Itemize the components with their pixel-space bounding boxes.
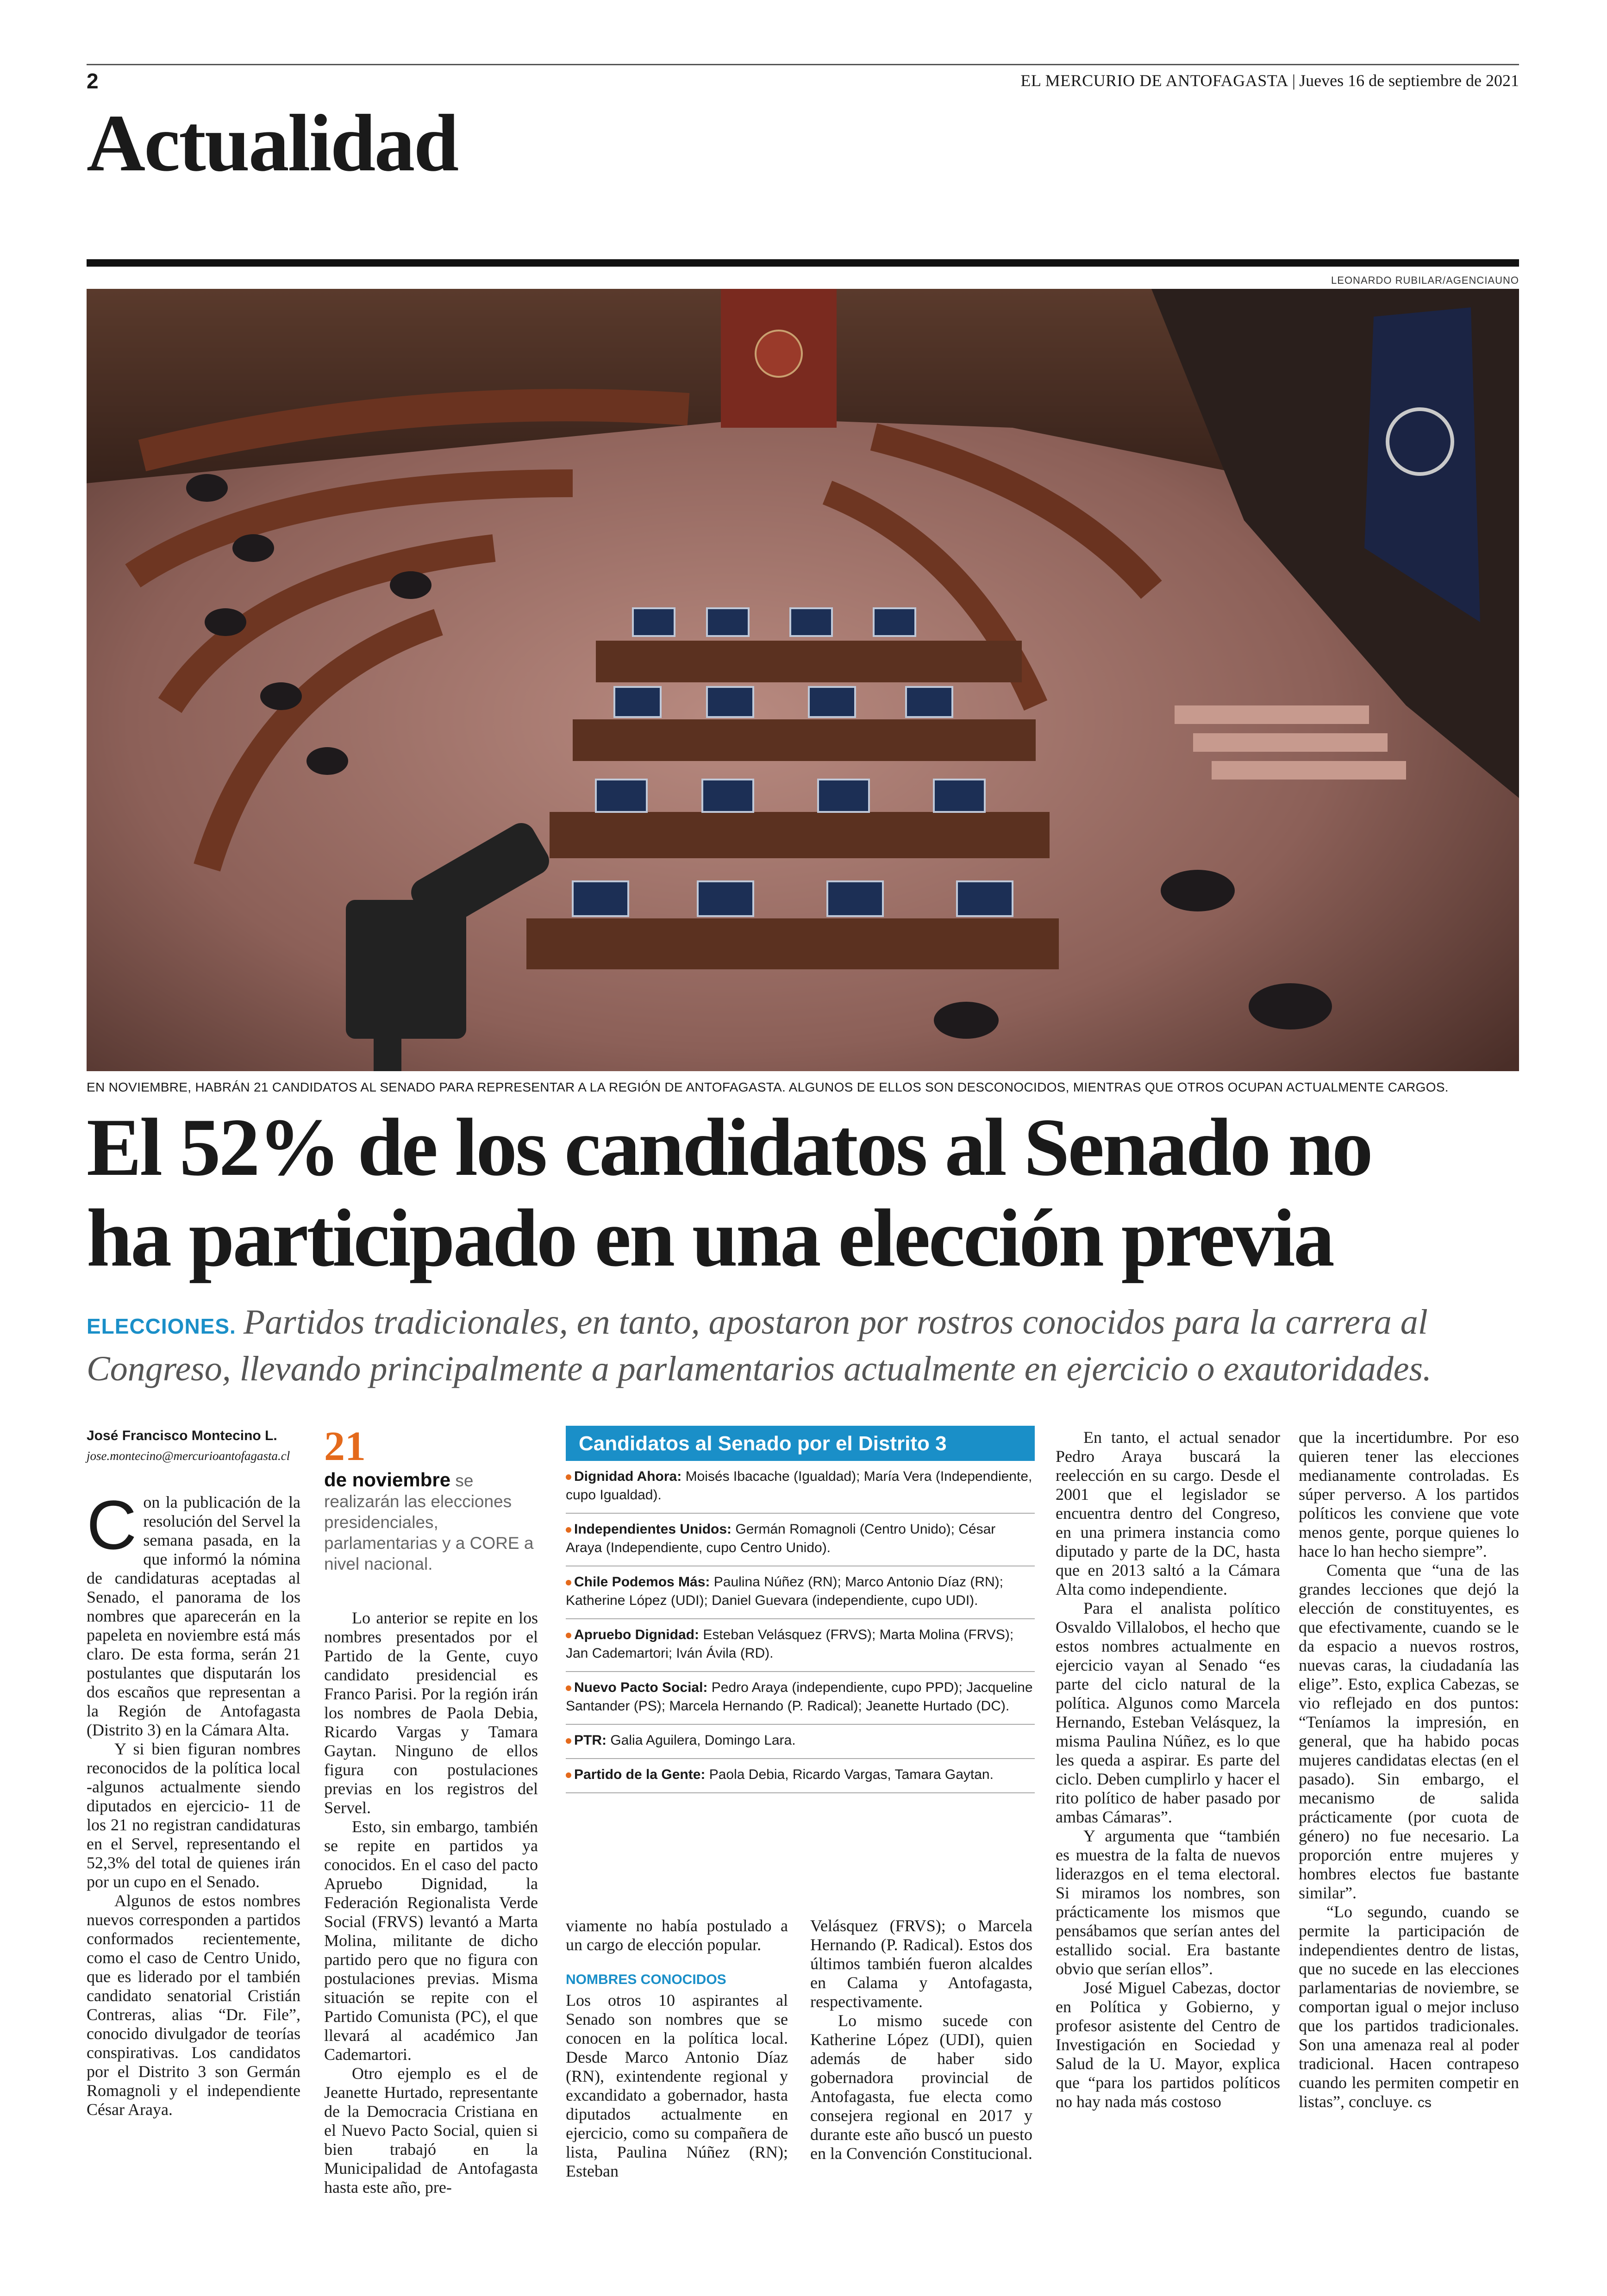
masthead xyxy=(1020,71,1519,90)
bullet-dot-icon xyxy=(566,1685,571,1691)
sidebar-item: Independientes Unidos: Germán Romagnoli (Centro Unido); César Araya (Independiente, cupo Centro Unido). xyxy=(566,1514,1035,1566)
factbox-text: de noviembre se realizarán las elecciones presidenciales, parlamentarias y a CORE a nivel nacional. xyxy=(324,1469,534,1573)
senate-chamber-illustration xyxy=(87,289,1519,1071)
bullet-dot-icon xyxy=(566,1738,571,1744)
bullet-dot-icon xyxy=(566,1580,571,1585)
paragraph: Lo anterior se repite en los nombres presentados por el Partido de la Gente, cuyo candidato presidencial es Franco Parisi. Por la región irán los nombres de Paola Debia, Ricardo Vargas y Tamara Gaytan. Ninguno de ellos figura con postulaciones previas en los registros del Servel. xyxy=(324,1609,538,1817)
end-mark: cs xyxy=(1417,2095,1432,2110)
subhead: NOMBRES CONOCIDOS xyxy=(566,1972,726,1987)
photo-caption: EN NOVIEMBRE, HABRÁN 21 CANDIDATOS AL SENADO PARA REPRESENTAR A LA REGIÓN DE ANTOFAGASTA. ALGUNOS DE ELLOS SON DESCONOCIDOS, MIENTRAS QUE OTROS OCUPAN ACTUALMENTE CARGOS. xyxy=(87,1080,1449,1094)
factbox-number: 21 xyxy=(324,1423,366,1469)
senate-chamber-photo xyxy=(87,289,1519,1071)
author-email: jose.montecino@mercurioantofagasta.cl xyxy=(87,1449,290,1463)
paragraph: “Lo segundo, cuando se permite la participación de independientes dentro de listas, que no sucede en las elecciones parlamentarias de noviembre, se comportan igual o mejor incluso que los partidos tradicionales. Son una amenaza real al poder tradicional. Hacen contrapeso cuando les permiten competir en listas”, concluye. cs xyxy=(1299,1903,1519,2111)
paragraph: Y si bien figuran nombres reconocidos de la política local -algunos actualmente siendo diputados en ejercicio- 11 de los 21 no registran candidaturas en el Servel, representando el 52,3% del total de quienes irán por un cupo en el Senado. xyxy=(87,1740,300,1891)
drop-cap: C xyxy=(87,1486,137,1564)
paper-name: EL MERCURIO DE ANTOFAGASTA xyxy=(1020,71,1288,90)
sidebar-item: Partido de la Gente: Paola Debia, Ricardo Vargas, Tamara Gaytan. xyxy=(566,1759,1035,1793)
paragraph: En tanto, el actual senador Pedro Araya buscará la reelección en su cargo. Desde el 2001 que el legislador se encuentra dentro del Congreso, en una primera instancia como diputado y parte de la DC, hasta que en 2013 saltó a la Cámara Alta como independiente. xyxy=(1056,1428,1280,1598)
byline: José Francisco Montecino L. xyxy=(87,1428,277,1443)
paragraph: Otro ejemplo es el de Jeanette Hurtado, representante de la Democracia Cristiana en el Nuevo Pacto Social, quien si bien trabajó en la Municipalidad de Antofagasta hasta este año, pre- xyxy=(324,2064,538,2196)
headline-line-2: ha participado en una elección previa xyxy=(87,1192,1333,1284)
paragraph: Comenta que “una de las grandes lecciones que dejó la elección de constituyentes, es que efectivamente, cuando se le da espacio a nuevos rostros, nuevas caras, la ciudadanía las elige”. Esto, explica Cabezas, se vio reflejado en dos puntos: “Teníamos la impresión, en general, que ha habido pocas mujeres candidatas electas (en el pasado). Sin embargo, el mecanismo de salida prácticamente (por cuota de género) no fue necesario. La proporción entre mujeres y hombres electos fue bastante similar”. xyxy=(1299,1561,1519,1902)
paragraph: Esto, sin embargo, también se repite en partidos ya conocidos. En el caso del pacto Apruebo Dignidad, la Federación Regionalista Verde Social (FRVS) levantó a Marta Molina, militante de dicho partido pero que no figura con postulaciones previas. Misma situación se repite con el Partido Comunista (PC), el que llevará al académico Jan Cademartori. xyxy=(324,1817,538,2064)
article-column-6 xyxy=(1299,1428,1519,2112)
paragraph: viamente no había postulado a un cargo de elección popular. xyxy=(566,1916,788,1954)
deck xyxy=(87,1301,1522,1390)
candidates-sidebar xyxy=(566,1426,1035,1793)
article-column-5 xyxy=(1056,1428,1280,2111)
headline-line-1: El 52% de los candidatos al Senado no xyxy=(87,1101,1371,1193)
paragraph: Con la publicación de la resolución del Servel la semana pasada, en la que informó la nómina de candidaturas aceptadas al Senado, el panorama de los nombres que aparecerán en la papeleta en noviembre está más claro. De esta forma, serán 21 postulantes que disputarán los dos escaños que representan a la Región de Antofagasta (Distrito 3) en la Cámara Alta. xyxy=(87,1486,300,1739)
bullet-dot-icon xyxy=(566,1474,571,1480)
paragraph: Algunos de estos nombres nuevos corresponden a partidos conformados recientemente, como el caso de Centro Unido, que es liderado por el también candidato senatorial Cristián Contreras, alias “Dr. File”, conocido divulgador de teorías conspirativas. Los candidatos por el Distrito 3 son Germán Romagnoli y el independiente César Araya. xyxy=(87,1891,300,2119)
sidebar-item: Apruebo Dignidad: Esteban Velásquez (FRVS); Marta Molina (FRVS); Jan Cademartori; Iván Ávila (RD). xyxy=(566,1619,1035,1672)
article-column-2 xyxy=(324,1609,538,2197)
paragraph: Para el analista político Osvaldo Villalobos, el hecho que estos nombres actualmente en ejercicio vayan al Senado “es parte del ciclo natural de la política. Algunos como Marcela Hernando, Esteban Velásquez, la misma Paulina Núñez, es lo que les queda a aspirar. Es parte del ciclo. Deben cumplirlo y hacer el rito político de haber pasado por ambas Cámaras”. xyxy=(1056,1599,1280,1826)
top-rule xyxy=(87,64,1519,65)
sidebar-title: Candidatos al Senado por el Distrito 3 xyxy=(566,1426,1035,1461)
article-column-4 xyxy=(810,1916,1032,2163)
bullet-dot-icon xyxy=(566,1772,571,1778)
headline xyxy=(87,1102,1522,1283)
paragraph: José Miguel Cabezas, doctor en Política y Gobierno, y profesor asistente del Centro de Investigación en Sociedad y Salud de la U. Mayor, explica que “para los partidos políticos no hay nada más costoso xyxy=(1056,1978,1280,2111)
deck-text: Partidos tradicionales, en tanto, apostaron por rostros conocidos para la carrera al Congreso, llevando principalmente a parlamentarios actualmente en ejercicio o exautoridades. xyxy=(87,1303,1432,1388)
section-title: Actualidad xyxy=(87,98,458,188)
sidebar-item: Dignidad Ahora: Moisés Ibacache (Igualdad); María Vera (Independiente, cupo Igualdad). xyxy=(566,1461,1035,1514)
factbox xyxy=(324,1423,537,1574)
article-column-3 xyxy=(566,1916,788,2181)
bullet-dot-icon xyxy=(566,1527,571,1533)
paragraph: Los otros 10 aspirantes al Senado son nombres que se conocen en la política local. Desde Marco Antonio Díaz (RN), exintendente regional y excandidato a gobernador, hasta diputados actualmente en ejercicio, como su compañera de lista, Paulina Núñez (RN); Esteban xyxy=(566,1991,788,2180)
masthead-separator: | xyxy=(1292,71,1296,90)
paragraph: que la incertidumbre. Por eso quieren tener las elecciones medianamente controladas. Es súper perverso. A los partidos políticos les conviene que vote menos gente, porque quienes lo hace lo han hecho siempre”. xyxy=(1299,1428,1519,1560)
article-column-1 xyxy=(87,1486,300,2119)
paragraph: Y argumenta que “también es muestra de la falta de nuevos liderazgos en el tema electoral. Si miramos los nombres, son prácticamente los mismos que pensábamos que serían antes del estallido social. Era bastante obvio que serían ellos”. xyxy=(1056,1827,1280,1978)
paragraph: Lo mismo sucede con Katherine López (UDI), quien además de haber sido gobernadora provincial de Antofagasta, fue electa como consejera regional en 2017 y durante este año buscó un puesto en la Convención Constitucional. xyxy=(810,2011,1032,2163)
factbox-bold: de noviembre xyxy=(324,1469,451,1491)
section-rule xyxy=(87,259,1519,267)
kicker: ELECCIONES. xyxy=(87,1314,236,1338)
page-number: 2 xyxy=(87,69,99,93)
issue-date: Jueves 16 de septiembre de 2021 xyxy=(1299,71,1519,90)
sidebar-item: PTR: Galia Aguilera, Domingo Lara. xyxy=(566,1725,1035,1759)
photo-credit: LEONARDO RUBILAR/AGENCIAUNO xyxy=(1331,275,1519,286)
sidebar-item: Chile Podemos Más: Paulina Núñez (RN); Marco Antonio Díaz (RN); Katherine López (UDI); Daniel Guevara (independiente, cupo UDI). xyxy=(566,1566,1035,1619)
bullet-dot-icon xyxy=(566,1633,571,1638)
paragraph: Velásquez (FRVS); o Marcela Hernando (P. Radical). Estos dos últimos también fueron alcaldes en Calama y Antofagasta, respectivamente. xyxy=(810,1916,1032,2011)
sidebar-item: Nuevo Pacto Social: Pedro Araya (independiente, cupo PPD); Jacqueline Santander (PS); Marcela Hernando (P. Radical); Jeanette Hurtado (DC). xyxy=(566,1672,1035,1725)
